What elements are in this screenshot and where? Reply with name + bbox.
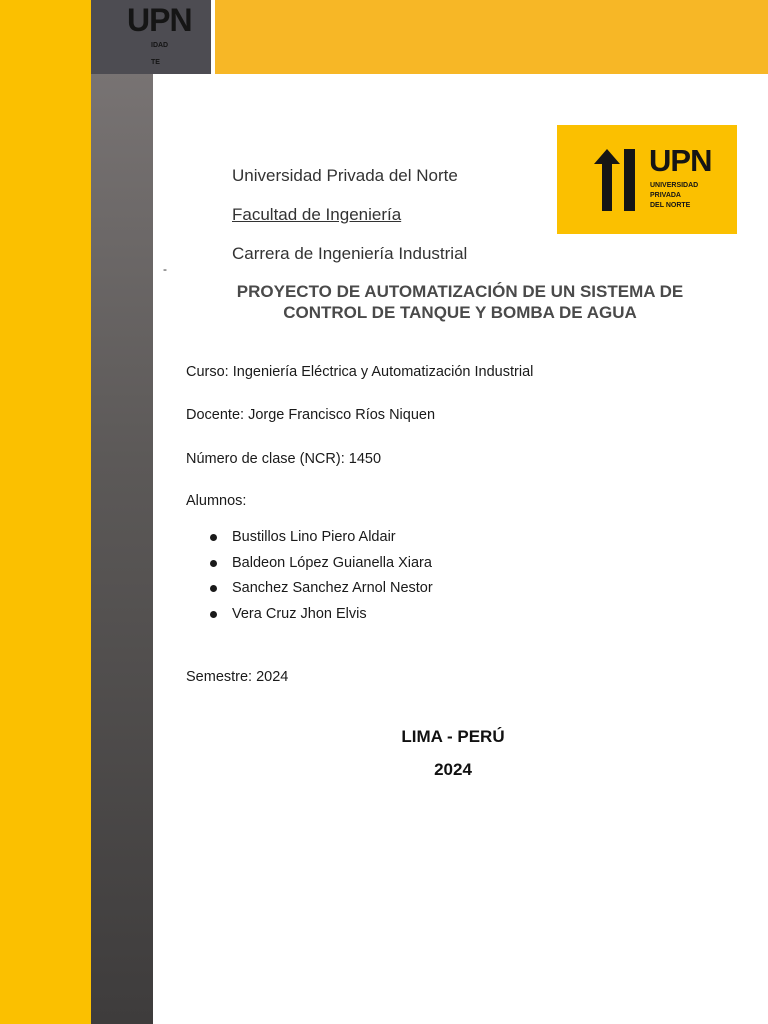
top-header-bar [215,0,768,74]
stray-dash: - [163,262,167,276]
project-title-line-1: PROYECTO DE AUTOMATIZACIÓN DE UN SISTEMA DE [236,282,684,301]
logo-line-1: UNIVERSIDAD [650,182,699,189]
year-text: 2024 [434,760,472,779]
location-text: LIMA - PERÚ [401,727,505,746]
header-logo-crop [91,0,211,74]
bullet-icon [210,534,217,541]
logo-line-2: PRIVADA [650,192,681,199]
students-list [210,529,433,631]
header-logo-sub1: IDAD [151,42,169,49]
bullet-icon [210,560,217,567]
university-name: Universidad Privada del Norte [232,166,458,185]
project-title [160,281,760,323]
list-item: Bustillos Lino Piero Aldair [210,529,433,555]
faculty-name: Facultad de Ingeniería [232,205,402,224]
course-field: Curso: Ingeniería Eléctrica y Automatización Industrial [186,364,534,380]
left-yellow-strip [0,0,91,1024]
career-name: Carrera de Ingeniería Industrial [232,244,468,263]
students-label: Alumnos: [186,493,247,509]
teacher-field: Docente: Jorge Francisco Ríos Niquen [186,407,436,423]
list-item: Vera Cruz Jhon Elvis [210,606,433,632]
list-item: Baldeon López Guianella Xiara [210,555,433,581]
list-item: Sanchez Sanchez Arnol Nestor [210,580,433,606]
upn-logo [557,125,737,234]
upn-arrows-icon [593,149,645,211]
header-logo-sub2: TE [151,59,160,66]
class-number-field: Número de clase (NCR): 1450 [186,451,382,467]
bullet-icon [210,585,217,592]
header-logo-text: UPN [127,2,192,38]
bullet-icon [210,611,217,618]
logo-line-3: DEL NORTE [650,202,691,209]
logo-wordmark: UPN [649,143,712,178]
semester-field: Semestre: 2024 [186,669,289,685]
project-title-line-2: CONTROL DE TANQUE Y BOMBA DE AGUA [283,303,637,322]
left-gray-strip [91,0,153,1024]
